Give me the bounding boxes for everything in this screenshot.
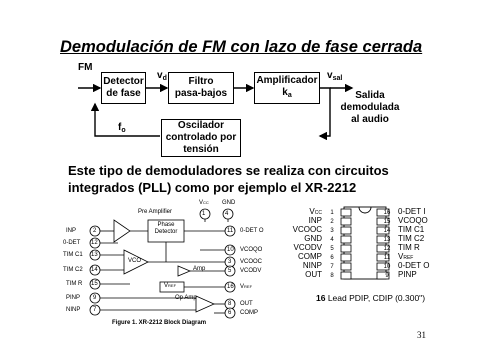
package-pin-left: VCC 1 (309, 207, 334, 216)
gnd-pin-num: 4 (225, 211, 229, 217)
gnd-label: GND (222, 200, 236, 206)
lowpass-filter-block (168, 72, 234, 104)
slide-title: Demodulación de FM con lazo de fase cerrada (60, 38, 423, 56)
package-pin-right: 13 TIM C2 (383, 234, 425, 243)
vco-block (161, 119, 241, 157)
package-pin-left: NINP 7 (302, 261, 334, 270)
amplifier-block (254, 72, 320, 104)
pin-timr-num: 15 (91, 281, 98, 287)
body-text: Este tipo de demoduladores se realiza con circuitos integrados (PLL) como por ejemplo el XR-2212 (68, 163, 389, 195)
pin-0det-num: 12 (91, 240, 98, 246)
opamp-text: Op Amp (175, 295, 197, 301)
pin-vcoqo-num: 10 (227, 247, 234, 253)
package-pin-left: COMP 6 (298, 252, 334, 261)
opamp-triangle (196, 296, 214, 312)
pin-inp-num: 2 (93, 228, 97, 234)
pin-timc2: TIM C2 (63, 267, 83, 273)
vcc-pin-num: 1 (202, 211, 206, 217)
phase-detector-line1: Detector (103, 76, 144, 87)
amp-text: Amp (193, 266, 206, 272)
xr2212-block-diagram (0, 200, 263, 350)
pin-inp: INP (66, 228, 77, 234)
fo-signal-label: $f_o$ (118, 122, 126, 134)
pll-diagram-wires (0, 0, 500, 160)
pin-ninp: NINP (66, 307, 81, 313)
pin-timr: TIM R (66, 281, 83, 287)
pin-0deto-num: 11 (227, 228, 234, 234)
package-pin-right: 14 TIM C1 (383, 225, 425, 234)
pin-comp-num: 6 (228, 310, 232, 316)
output-label: Salida demodulada al audio (340, 90, 400, 125)
pin-timc1: TIM C1 (63, 252, 83, 258)
pin-ninp-num: 7 (93, 307, 97, 313)
vco-text: VCO (128, 258, 142, 264)
pin-comp: COMP (240, 310, 258, 316)
package-pin-left: VCODV 5 (293, 243, 334, 252)
preamp-triangle (114, 220, 130, 242)
pin-0det: 0-DET (63, 240, 81, 246)
filter-line1: Filtro (188, 76, 214, 87)
pin-vcoqo: VCOQO (240, 247, 263, 253)
pin-out-num: 8 (228, 301, 232, 307)
vsal-signal-label: $v_{sal}$ (327, 70, 343, 82)
pin-pinp-num: 9 (93, 295, 97, 301)
package-pin-right: 9 PINP (385, 270, 417, 279)
pin-pinp: PINP (66, 295, 81, 301)
package-pin-right: 11 VREF (383, 252, 414, 261)
amp-triangle (178, 266, 190, 276)
pin-timc2-num: 14 (91, 267, 98, 273)
pin-vcodv-num: 5 (228, 268, 232, 274)
pin-vcodv: VCODV (240, 268, 262, 274)
package-pin-right: 16 0-DET I (383, 207, 426, 216)
phase-detector-block (101, 72, 146, 104)
amplifier-line1: Amplificador (256, 74, 318, 86)
amplifier-gain: $k_a$ (282, 86, 292, 99)
pin-vcooc: VCOOC (240, 259, 263, 265)
feedback-to-vco (320, 88, 330, 136)
preamp-label: Pre Amplifier (138, 209, 173, 215)
vcc-label: VCC (199, 200, 209, 206)
vco-line2: controlado por (165, 132, 237, 143)
package-pin-left: GND 4 (304, 234, 334, 243)
filter-line2: pasa-bajos (174, 88, 228, 99)
pin-vref: VREF (240, 284, 253, 290)
vd-signal-label: $v_d$ (157, 70, 167, 82)
pin-out: OUT (240, 301, 253, 307)
pin-timc1-num: 13 (91, 252, 98, 258)
package-pin-right: 15 VCOQO (383, 216, 428, 225)
package-pin-left: OUT 8 (305, 270, 334, 279)
phase-detector-text: Phase Detector (154, 222, 178, 235)
fo-feedback-arrow (95, 104, 160, 136)
block-diagram-caption: Figure 1. XR-2212 Block Diagram (112, 320, 207, 326)
package-pin-right: 12 TIM R (383, 243, 420, 252)
package-pin-right: 10 0-DET O (383, 261, 430, 270)
package-pin-left: INP 2 (308, 216, 334, 225)
phase-detector-line2: de fase (106, 88, 141, 99)
pin-0deto: 0-DET O (240, 228, 264, 234)
pin-vref-num: 16 (227, 284, 234, 290)
package-pin-left: VCOOC 3 (292, 225, 334, 234)
page-number: 31 (417, 330, 426, 340)
package-caption: 16 Lead PDIP, CDIP (0.300") (316, 293, 426, 303)
pin-vcooc-num: 3 (228, 259, 232, 265)
vco-line1: Oscilador (177, 120, 225, 131)
vref-text: VREF (164, 283, 177, 289)
fm-input-label: FM (78, 62, 93, 73)
vco-line3: tensión (183, 144, 219, 155)
